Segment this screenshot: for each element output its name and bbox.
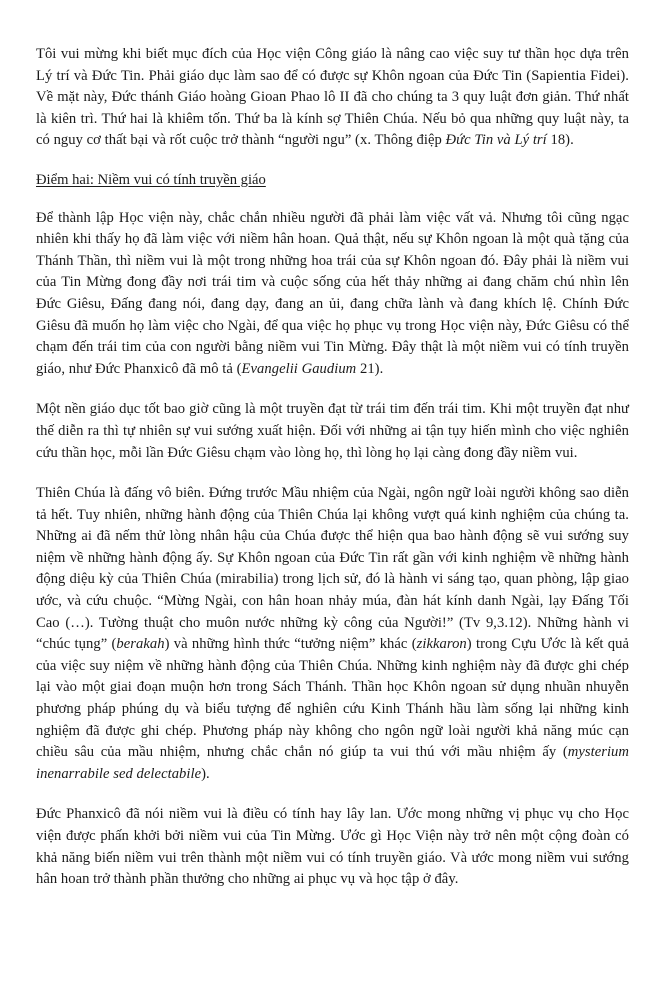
paragraph-education: Một nền giáo dục tốt bao giờ cũng là một truyền đạt từ trái tim đến trái tim. Khi một truyền đạt như thế diễn ra thì tự nhiên sự vui sướng xuất hiện. Đối với những ai tận tụy hiến mình cho việc nghiên cứu thần học, mỗi lần Đức Giêsu chạm vào lòng họ, thì lòng họ lại càng đong đầy niềm vui. [36, 401, 629, 461]
exhortation-title: Evangelii Gaudium [241, 360, 357, 377]
paragraph-text: Thiên Chúa là đấng vô biên. Đứng trước Mầu nhiệm của Ngài, ngôn ngữ loài người không sao diễn tả hết. Tuy nhiên, những hành động của Thiên Chúa lại không vượt quá kinh nghiệm của chúng ta. Những ai đã nếm thử lòng nhân hậu của Chúa được thể hiện qua bao hành động sẽ vui sướng suy niệm về những hành động ấy. Sự Khôn ngoan của Đức Tin rất gần với kinh nghiệm về những hành động diệu kỳ của Thiên Chúa (mirabilia) trong lịch sử, đó là hành vi sáng tạo, quan phòng, lập giao ước, và cứu chuộc. “Mừng Ngài, con hân hoan nhảy múa, đàn hát kính danh Ngài, lạy Đấng Tối Cao (…). Tường thuật cho muôn nước những kỳ công của Người!” (Tv 9,3.12). Những hành vi “chúc tụng” ( [36, 485, 629, 653]
paragraph-text: 21). [356, 360, 384, 377]
paragraph-text: Tôi vui mừng khi biết mục đích của Học viện Công giáo là nâng cao việc suy tư thần học dựa trên Lý trí và Đức Tin. Phải giáo dục làm sao để có được sự Khôn ngoan của Đức Tin (Sapientia Fidei). Về mặt này, Đức thánh Giáo hoàng Gioan Phao lô II đã cho chúng ta 3 quy luật đơn giản. Thứ nhất là kiên trì. Thứ hai là khiêm tốn. Thứ ba là kính sợ Thiên Chúa. Nếu bỏ qua những quy luật này, ta có nguy cơ thất bại và rốt cuộc trở thành “người ngu” (x. Thông điệp [36, 46, 629, 149]
section-heading: Điểm hai: Niềm vui có tính truyền giáo [36, 171, 266, 188]
paragraph-text: ). [201, 765, 210, 782]
hebrew-term: zikkaron [416, 636, 467, 653]
paragraph-mystery [36, 483, 629, 785]
paragraph-intro [36, 44, 629, 152]
paragraph-text: 18). [546, 132, 574, 149]
paragraph-closing: Đức Phanxicô đã nói niềm vui là điều có tính hay lây lan. Ước mong những vị phục vụ cho Học viện được phấn khởi bởi niềm vui của Tin Mừng. Ước gì Học Viện này trở nên một cộng đoàn có khả năng biến niềm vui trên thành một niềm vui có tính truyền giáo. Và ước mong niềm vui sướng hân hoan trở thành phần thưởng cho những ai phục vụ và học tập ở đây. [36, 806, 629, 888]
paragraph-text: ) và những hình thức “tưởng niệm” khác ( [164, 636, 417, 653]
paragraph-text: ) trong Cựu Ước là kết quả của việc suy niệm về những hành động của Thiên Chúa. Những kinh nghiệm này đã được ghi chép lại vào một giai đoạn muộn hơn trong Sách Thánh. Thần học Khôn ngoan sử dụng nhuần nhuyễn phương pháp phúng dụ và biểu tượng để nghiên cứu Kinh Thánh hầu làm sống lại những kinh nghiệm đã được ghi chép. Phương pháp này không cho ngôn ngữ loài người khả năng múc cạn chiều sâu của mầu nhiệm, nhưng chắc chắn nó giúp ta vui thú với mầu nhiệm ấy ( [36, 636, 630, 761]
paragraph-joy [36, 208, 629, 381]
hebrew-term: berakah [116, 636, 165, 653]
encyclical-title: Đức Tin và Lý trí [445, 132, 547, 149]
latin-phrase: mysterium inenarrabile sed delectabile [36, 744, 629, 782]
paragraph-text: Để thành lập Học viện này, chắc chắn nhiều người đã phải làm việc vất vả. Nhưng tôi cũng ngạc nhiên khi thấy họ đã làm việc với niềm hân hoan. Quả thật, nếu sự Khôn ngoan là một quà tặng của Thánh Thần, thì niềm vui là một trong những hoa trái của sự Khôn ngoan đó. Đây phải là niềm vui của Tin Mừng đong đầy nơi trái tim và cuộc sống của hết thảy những ai đang chăm chú nhìn lên Đức Giêsu, Đấng đang nói, đang dạy, đang an ủi, đang chữa lành và đang khích lệ. Chính Đức Giêsu đã muốn họ làm việc cho Ngài, để qua việc họ phục vụ trong Học viện này, Đức Giêsu có thể chạm đến trái tim của con người bằng niềm vui Tin Mừng. Đây thật là một niềm vui có tính truyền giáo, như Đức Phanxicô đã mô tả ( [36, 209, 629, 377]
